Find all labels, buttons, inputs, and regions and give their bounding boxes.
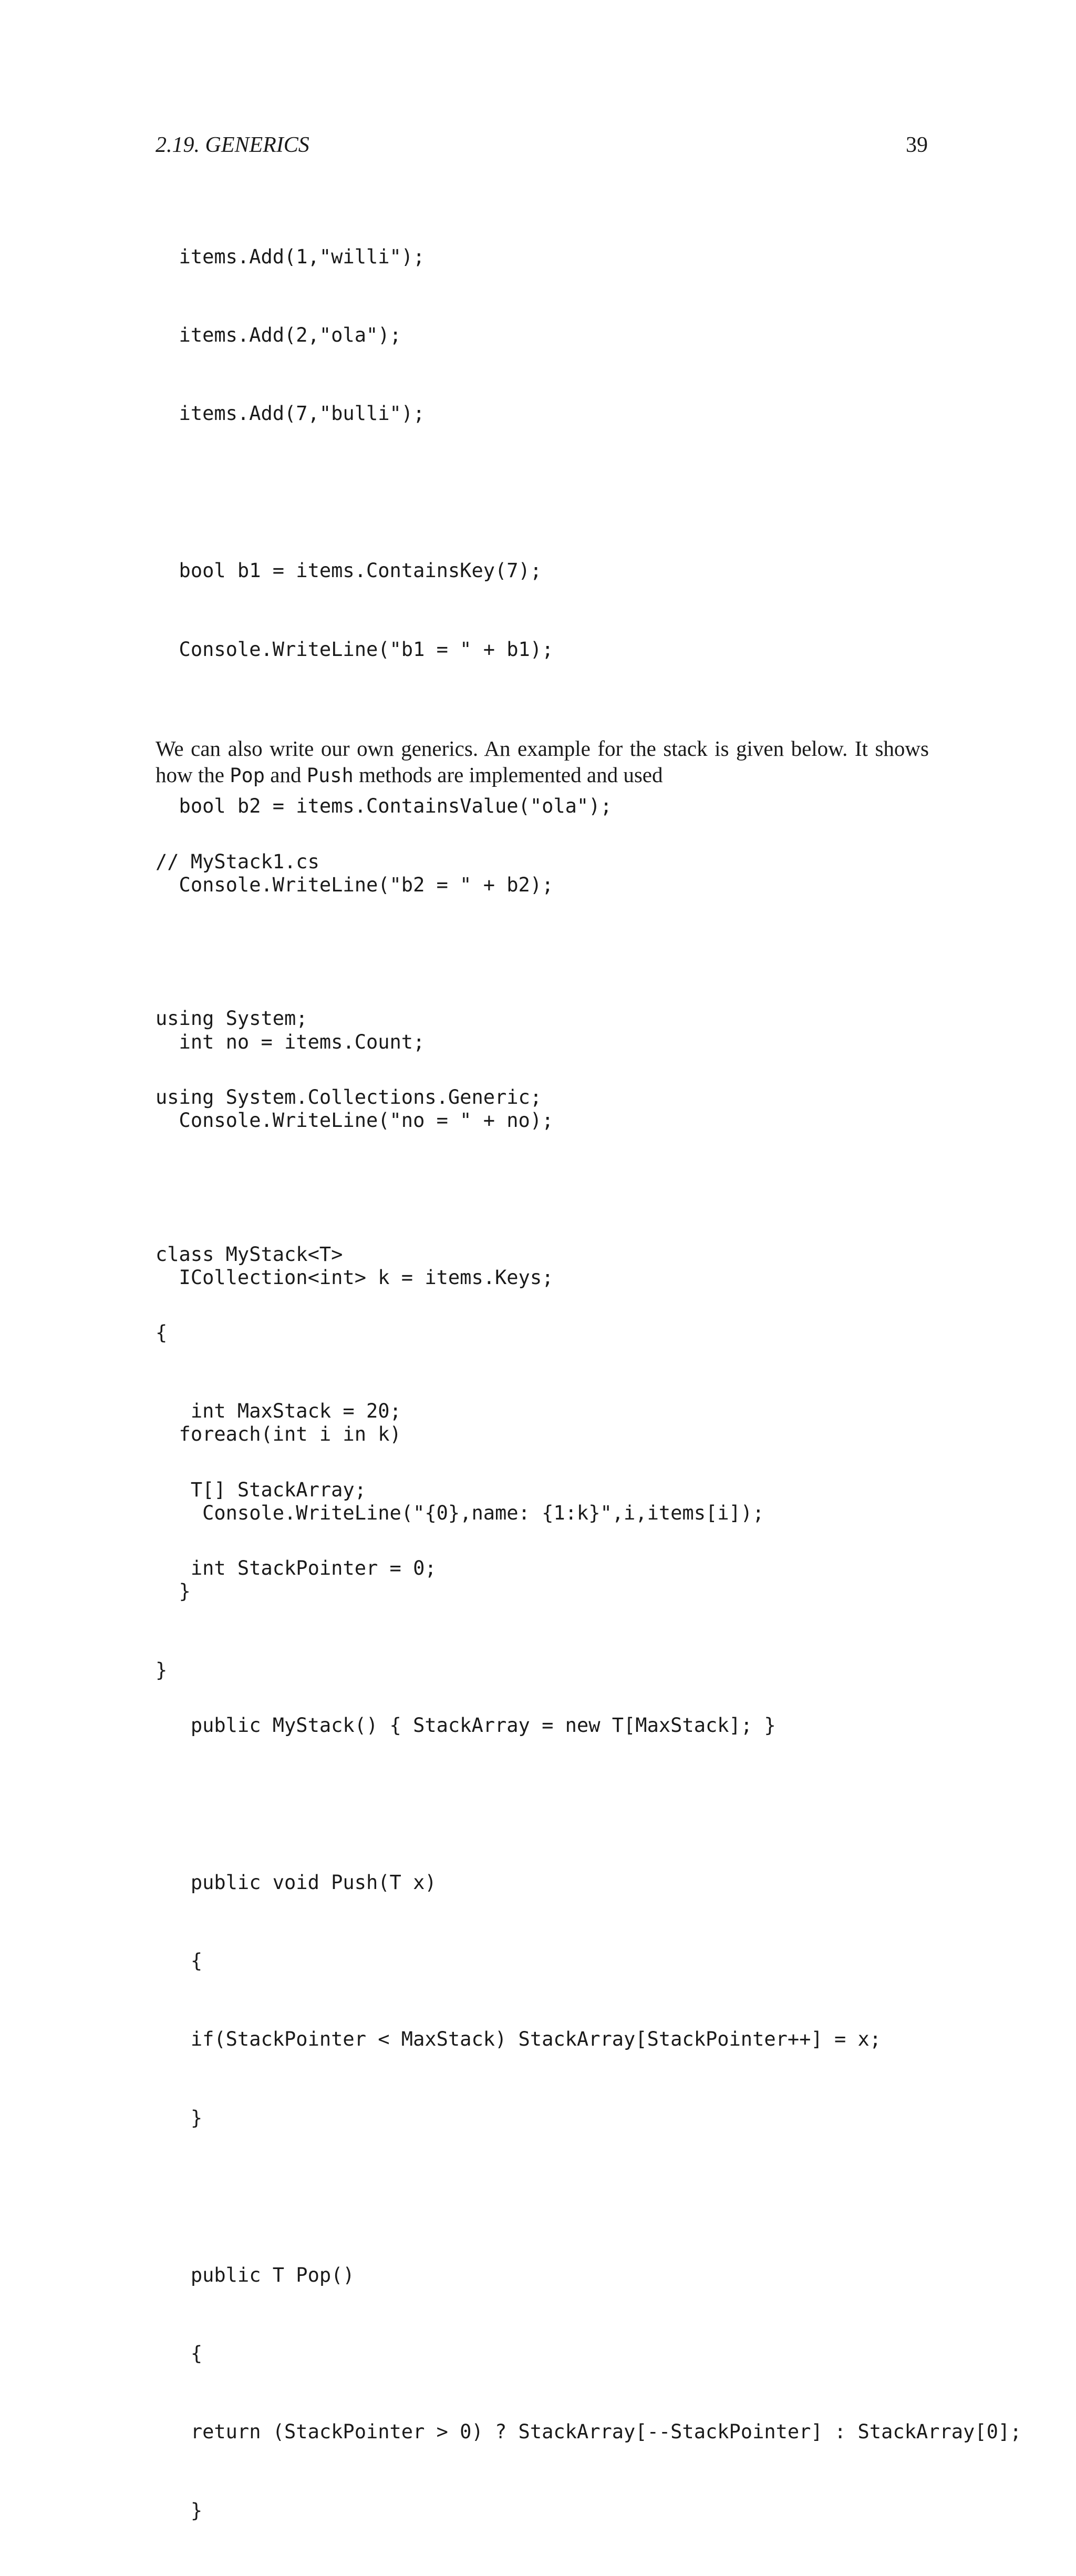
code-line: Console.WriteLine("b1 = " + b1);	[156, 638, 554, 661]
code-line: bool b1 = items.ContainsKey(7);	[156, 559, 542, 582]
code-line: {	[156, 2342, 203, 2365]
code-line: foreach(int i in k)	[156, 1423, 401, 1446]
code-line	[156, 1163, 1021, 1189]
code-line: if(StackPointer < MaxStack) StackArray[StackPointer++] = x;	[156, 2028, 882, 2051]
code-line: {	[156, 1321, 168, 1344]
code-line: int MaxStack = 20;	[156, 1400, 401, 1423]
code-line: int no = items.Count;	[156, 1030, 425, 1053]
code-line	[156, 2183, 1021, 2210]
section-title: 2.19. GENERICS	[156, 133, 309, 157]
code-line: }	[156, 2499, 203, 2522]
code-listing-mystack	[156, 796, 1021, 2576]
code-line: public MyStack() { StackArray = new T[MaxStack]; }	[156, 1713, 776, 1737]
paragraph-text: methods are implemented and used	[353, 763, 663, 787]
code-line	[156, 1791, 1021, 1817]
paragraph-text: and	[265, 763, 307, 787]
code-line: bool b2 = items.ContainsValue("ola");	[156, 795, 612, 818]
body-paragraph	[156, 735, 929, 789]
inline-code-pop: Pop	[230, 764, 265, 787]
code-line: // MyStack1.cs	[156, 850, 319, 873]
code-line	[156, 479, 764, 506]
paragraph-text: We can also write our own generics. An example for the stack is given below. It shows how the	[156, 736, 929, 787]
code-line: Console.WriteLine("no = " + no);	[156, 1109, 554, 1132]
code-line: Console.WriteLine("b2 = " + b2);	[156, 873, 554, 896]
code-line: }	[156, 1580, 191, 1603]
code-line	[156, 927, 1021, 953]
code-line: items.Add(1,"willi");	[156, 245, 425, 268]
code-line: items.Add(2,"ola");	[156, 323, 401, 346]
inline-code-push: Push	[306, 764, 354, 787]
code-line: ICollection<int> k = items.Keys;	[156, 1266, 554, 1289]
code-line: }	[156, 2106, 203, 2129]
code-line: int StackPointer = 0;	[156, 1557, 437, 1580]
code-line: {	[156, 1949, 203, 1973]
code-line: class MyStack<T>	[156, 1243, 343, 1266]
running-header	[156, 129, 928, 161]
code-line: public T Pop()	[156, 2263, 355, 2286]
code-line: Console.WriteLine("{0},name: {1:k}",i,items[i]);	[156, 1501, 764, 1524]
code-line: using System;	[156, 1007, 308, 1030]
code-line	[156, 1634, 1021, 1660]
code-line: items.Add(7,"bulli");	[156, 402, 425, 425]
code-line: }	[156, 1658, 168, 1681]
code-line: using System.Collections.Generic;	[156, 1085, 542, 1109]
code-line: return (StackPointer > 0) ? StackArray[--StackPointer] : StackArray[0];	[156, 2420, 1022, 2444]
code-line: T[] StackArray;	[156, 1478, 366, 1501]
code-line: public void Push(T x)	[156, 1871, 437, 1894]
page-number: 39	[906, 133, 928, 157]
